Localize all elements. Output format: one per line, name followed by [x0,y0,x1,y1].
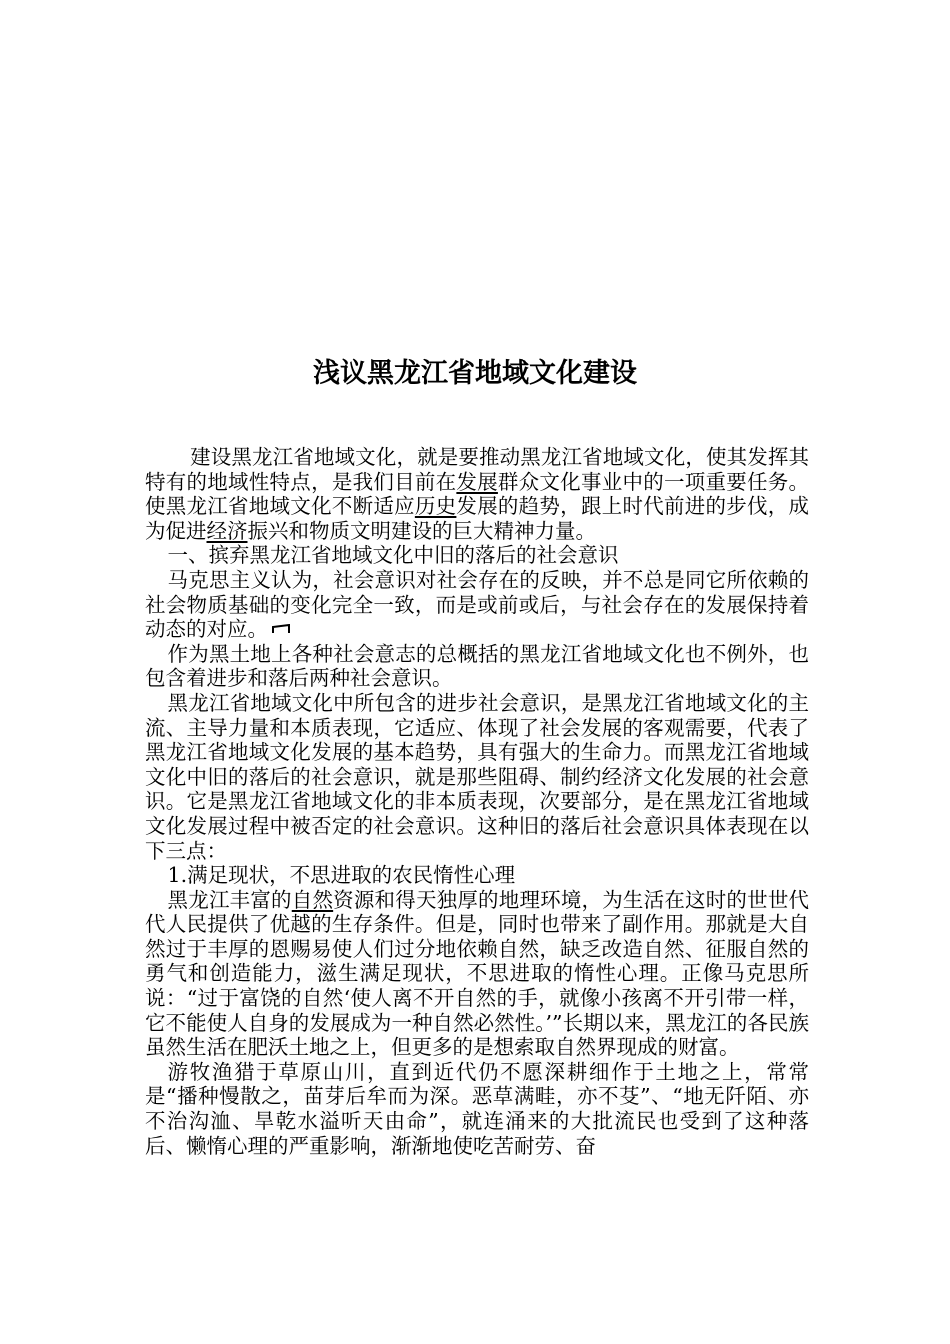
link-economy[interactable]: 经济 [206,518,248,543]
paragraph-natural-resources [145,888,809,1060]
subsection-heading-1: 1.满足现状，不思进取的农民惰性心理 [167,863,516,888]
paragraph-progressive-ideology: 黑龙江省地域文化中所包含的进步社会意识，是黑龙江省地域文化的主流、主导力量和本质表现，它适应、体现了社会发展的客观需要，代表了黑龙江省地域文化发展的基本趋势，具有强大的生命力。而黑龙江省地域文化中旧的落后的社会意识，就是那些阻碍、制约经济文化发展的社会意识。它是黑龙江省地域文化的非本质表现，次要部分，是在黑龙江省地域文化发展过程中被否定的社会意识。这种旧的落后社会意识具体表现在以下三点： [145,690,809,863]
paragraph-text: 振兴和物质文明建设的巨大精神力量。 [247,518,596,543]
paragraph-text: 建设黑龙江省地域文化，就是要推动黑龙江省地域文化，使其发挥其特有的地域性特点，是我们目前在 [145,445,809,494]
link-development[interactable]: 发展 [456,469,498,494]
paragraph-text: 马克思主义认为，社会意识对社会存在的反映，并不总是同它所依赖的社会物质基础的变化完全一致，而是或前或后，与社会存在的发展保持着动态的对应。 [145,567,809,642]
paragraph-two-ideologies: 作为黑土地上各种社会意志的总概括的黑龙江省地域文化也不例外，也包含着进步和落后两种社会意识。 [145,641,809,691]
section-heading-1: 一、摈弃黑龙江省地域文化中旧的落后的社会意识 [167,543,619,568]
paragraph-marxism [145,568,809,642]
paragraph-intro [145,445,809,543]
paragraph-text: 黑龙江丰富的 [167,887,292,912]
paragraph-text: 资源和得天独厚的地理环境，为生活在这时的世世代代人民提供了优越的生存条件。但是，同时也带来了副作用。那就是大自然过于丰厚的恩赐易使人们过分地依赖自然，缺乏改造自然、征服自然的勇气和创造能力，滋生满足现状，不思进取的惰性心理。正像马克思所说：“过于富饶的自然‘使人离不开自然的手，就像小孩离不开引带一样，它不能使人自身的发展成为一种自然必然性。’”长期以来，黑龙江的各民族虽然生活在肥沃土地之上，但更多的是想索取自然界现成的财富。 [145,887,810,1060]
note-mark-icon [272,624,290,634]
paragraph-nomadic: 游牧渔猎于草原山川，直到近代仍不愿深耕细作于土地之上，常常是“播种慢散之，苗芽后牟而为深。恶草满畦，亦不芟”、“地无阡陌、亦不治沟洫、旱乾水溢听天由命”，就连涌来的大批流民也受到了这种落后、懒惰心理的严重影响，渐渐地使吃苦耐劳、奋 [145,1059,809,1158]
document-body [145,445,809,1158]
paragraph-text: 群众文化事业中的一项重要任务。使黑龙江省地域文化不断适应 [145,469,810,519]
document-title: 浅议黑龙江省地域文化建设 [313,358,637,389]
link-nature[interactable]: 自然 [291,887,334,912]
link-history[interactable]: 历史 [414,494,457,519]
paragraph-text: 发展的趋势，跟上时代前进的步伐，成为促进 [145,494,810,543]
